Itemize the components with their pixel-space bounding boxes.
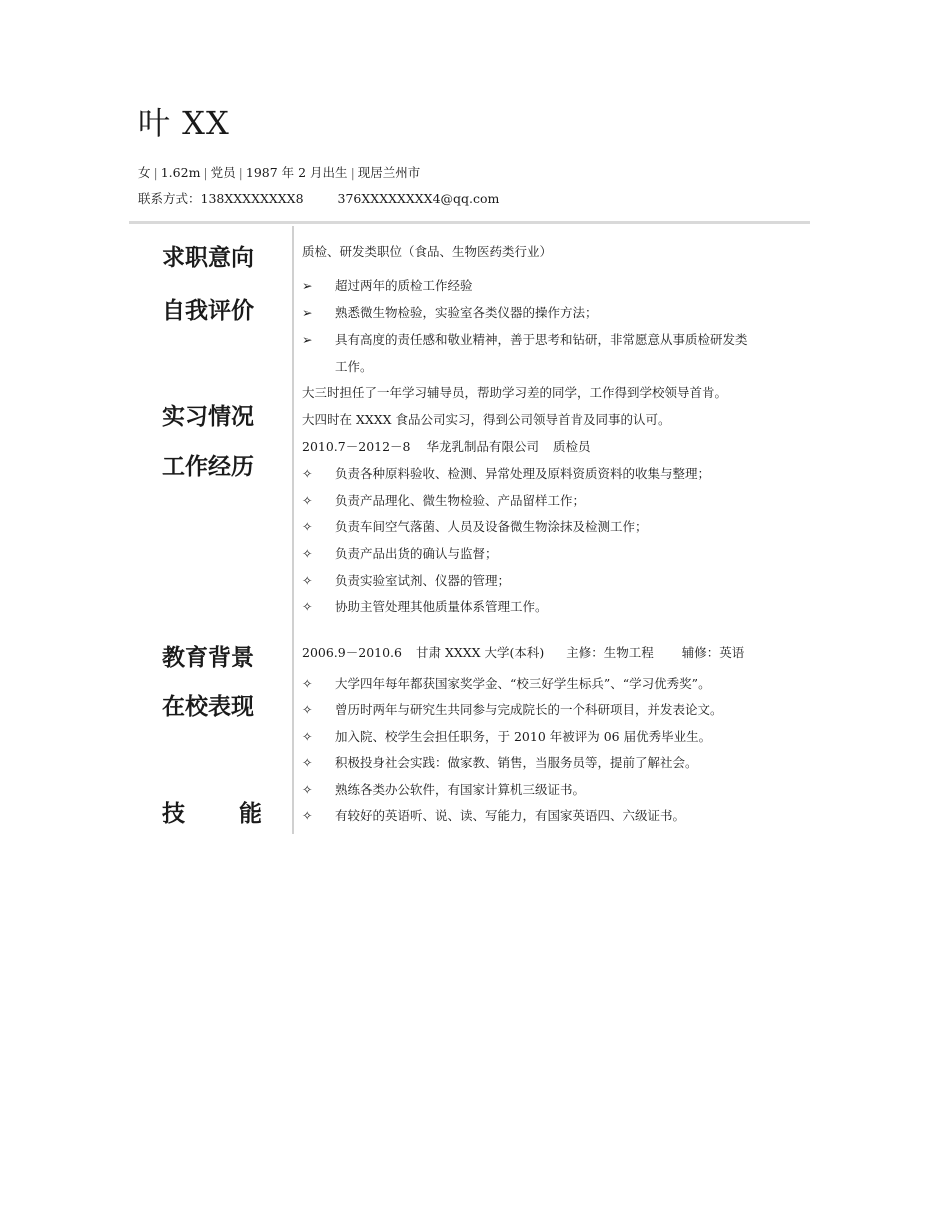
label-objective: 求职意向 bbox=[162, 245, 254, 271]
star-bullet-icon: ✧ bbox=[302, 466, 313, 481]
column-divider bbox=[292, 226, 294, 834]
star-bullet-icon: ✧ bbox=[302, 702, 313, 717]
label-education: 教育背景 bbox=[162, 645, 254, 671]
label-skills bbox=[162, 798, 262, 830]
height: 1.62m bbox=[160, 165, 201, 180]
campus-item: 加入院、校学生会担任职务，于 2010 年被评为 06 届优秀毕业生。 bbox=[335, 729, 712, 744]
self-eval-item: 熟悉微生物检验，实验室各类仪器的操作方法； bbox=[335, 305, 598, 320]
star-bullet-icon: ✧ bbox=[302, 808, 313, 823]
work-item: 负责车间空气落菌、人员及设备微生物涂抹及检测工作； bbox=[335, 519, 648, 534]
education-minor: 辅修：英语 bbox=[681, 645, 745, 660]
label-campus-performance: 在校表现 bbox=[162, 694, 254, 720]
contact-label: 联系方式： bbox=[138, 191, 201, 206]
work-period: 2010.7－2012－8 bbox=[302, 439, 411, 454]
personal-info-line bbox=[138, 163, 420, 183]
star-bullet-icon: ✧ bbox=[302, 546, 313, 561]
gender: 女 bbox=[138, 165, 151, 180]
label-skills-char-2: 能 bbox=[239, 801, 262, 827]
separator: | bbox=[350, 165, 355, 180]
self-eval-item: 具有高度的责任感和敬业精神，善于思考和钻研，非常愿意从事质检研发类 bbox=[335, 332, 748, 347]
education-major: 主修：生物工程 bbox=[566, 645, 654, 660]
campus-item: 积极投身社会实践：做家教、销售，当服务员等，提前了解社会。 bbox=[335, 755, 698, 770]
objective-text: 质检、研发类职位（食品、生物医药类行业） bbox=[302, 244, 553, 259]
contact-line bbox=[138, 189, 499, 209]
campus-item: 大学四年每年都获国家奖学金、“校三好学生标兵”、“学习优秀奖”。 bbox=[335, 676, 711, 691]
label-skills-char-1: 技 bbox=[162, 801, 185, 827]
education-line bbox=[302, 643, 744, 663]
star-bullet-icon: ✧ bbox=[302, 676, 313, 691]
star-bullet-icon: ✧ bbox=[302, 599, 313, 614]
star-bullet-icon: ✧ bbox=[302, 755, 313, 770]
candidate-name: 叶 XX bbox=[138, 104, 230, 142]
birth-date: 1987 年 2 月出生 bbox=[245, 165, 348, 180]
work-item: 负责实验室试剂、仪器的管理； bbox=[335, 573, 511, 588]
education-period: 2006.9－2010.6 bbox=[302, 645, 402, 660]
residence: 现居兰州市 bbox=[357, 165, 421, 180]
internship-item: 大四时在 XXXX 食品公司实习，得到公司领导首肯及同事的认可。 bbox=[302, 412, 671, 427]
skills-item: 有较好的英语听、说、读、写能力，有国家英语四、六级证书。 bbox=[335, 808, 686, 823]
work-item: 负责各种原料验收、检测、异常处理及原料资质资料的收集与整理； bbox=[335, 466, 711, 481]
work-position: 质检员 bbox=[553, 439, 591, 454]
self-eval-item-continued: 工作。 bbox=[335, 359, 373, 374]
arrow-bullet-icon: ➢ bbox=[302, 278, 313, 293]
star-bullet-icon: ✧ bbox=[302, 729, 313, 744]
skills-item: 熟练各类办公软件，有国家计算机三级证书。 bbox=[335, 782, 586, 797]
label-self-evaluation: 自我评价 bbox=[162, 298, 254, 324]
star-bullet-icon: ✧ bbox=[302, 573, 313, 588]
internship-item: 大三时担任了一年学习辅导员，帮助学习差的同学，工作得到学校领导首肯。 bbox=[302, 385, 728, 400]
phone: 138XXXXXXXX8 bbox=[200, 191, 304, 206]
label-internship: 实习情况 bbox=[162, 404, 254, 430]
campus-item: 曾历时两年与研究生共同参与完成院长的一个科研项目，并发表论文。 bbox=[335, 702, 723, 717]
star-bullet-icon: ✧ bbox=[302, 782, 313, 797]
separator: | bbox=[238, 165, 243, 180]
self-eval-item: 超过两年的质检工作经验 bbox=[335, 278, 473, 293]
header-divider bbox=[129, 221, 810, 224]
work-item: 负责产品出货的确认与监督； bbox=[335, 546, 498, 561]
star-bullet-icon: ✧ bbox=[302, 493, 313, 508]
email: 376XXXXXXXX4@qq.com bbox=[337, 191, 500, 206]
star-bullet-icon: ✧ bbox=[302, 519, 313, 534]
work-item: 负责产品理化、微生物检验、产品留样工作； bbox=[335, 493, 586, 508]
label-work-experience: 工作经历 bbox=[162, 454, 254, 480]
separator: | bbox=[203, 165, 208, 180]
separator: | bbox=[153, 165, 158, 180]
work-company: 华龙乳制品有限公司 bbox=[426, 439, 540, 454]
work-item: 协助主管处理其他质量体系管理工作。 bbox=[335, 599, 548, 614]
education-school: 甘肃 XXXX 大学(本科) bbox=[415, 645, 545, 660]
arrow-bullet-icon: ➢ bbox=[302, 305, 313, 320]
arrow-bullet-icon: ➢ bbox=[302, 332, 313, 347]
work-header bbox=[302, 437, 591, 457]
party: 党员 bbox=[210, 165, 236, 180]
